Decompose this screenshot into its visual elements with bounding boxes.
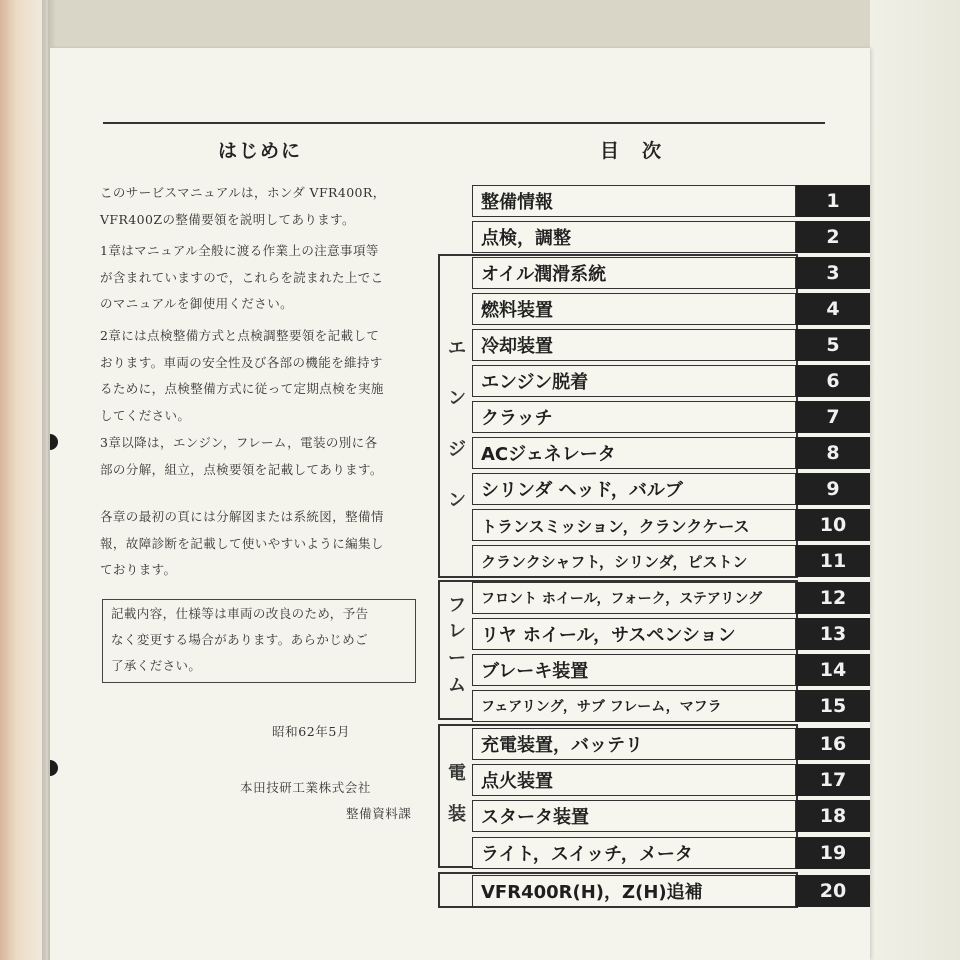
toc-chapter-number-tab[interactable]: 19 xyxy=(796,837,870,869)
toc-chapter-number-tab[interactable]: 11 xyxy=(796,545,870,577)
toc-entry-title[interactable]: ライト，スイッチ，メータ xyxy=(472,837,796,869)
toc-group-label-frame xyxy=(442,590,472,702)
group-label-char: ジ xyxy=(448,439,466,460)
intro-heading: はじめに xyxy=(218,140,303,162)
toc-entry-title[interactable]: フロント ホイール，フォーク，ステアリング xyxy=(472,582,796,614)
toc-chapter-number-tab[interactable]: 18 xyxy=(796,800,870,832)
toc-chapter-number-tab[interactable]: 5 xyxy=(796,329,870,361)
toc-entry-title[interactable]: 点火装置 xyxy=(472,764,796,796)
toc-chapter-number-tab[interactable]: 12 xyxy=(796,582,870,614)
toc-chapter-number-tab[interactable]: 20 xyxy=(796,875,870,907)
group-label-char: レ xyxy=(448,621,466,643)
toc-chapter-number-tab[interactable]: 16 xyxy=(796,728,870,760)
toc-entry-title[interactable]: 燃料装置 xyxy=(472,293,796,325)
toc-chapter-number-tab[interactable]: 6 xyxy=(796,365,870,397)
toc-entry-title[interactable]: スタータ装置 xyxy=(472,800,796,832)
group-label-char: ン xyxy=(448,489,466,511)
toc-entry-title[interactable]: ACジェネレータ xyxy=(472,437,796,469)
toc-entry-title[interactable]: シリンダ ヘッド，バルブ xyxy=(472,473,796,505)
toc-chapter-number-tab[interactable]: 7 xyxy=(796,401,870,433)
toc-entry-title[interactable]: クラッチ xyxy=(472,401,796,433)
toc-chapter-number-tab[interactable]: 8 xyxy=(796,437,870,469)
toc-entry-title[interactable]: クランクシャフト，シリンダ，ピストン xyxy=(472,545,796,577)
header-rule xyxy=(103,122,825,124)
toc-chapter-number-tab[interactable]: 17 xyxy=(796,764,870,796)
group-label-char: ン xyxy=(448,388,466,410)
publisher-name: 本田技研工業株式会社 xyxy=(240,780,372,795)
intro-paragraph-3: 2章には点検整備方式と点検調整要領を記載して おります。車両の安全性及び各部の機能を維持す るために，点検整備方式に従って定期点検を実施 してください。 xyxy=(100,328,384,423)
group-label-char: 装 xyxy=(448,804,466,825)
toc-entry-title[interactable]: フェアリング，サブ フレーム，マフラ xyxy=(472,690,796,722)
toc-entry-title[interactable]: 充電装置，バッテリ xyxy=(472,728,796,760)
toc-chapter-number-tab[interactable]: 2 xyxy=(796,221,870,253)
group-label-char: ム xyxy=(448,674,466,696)
toc-chapter-number-tab[interactable]: 10 xyxy=(796,509,870,541)
group-label-char: 電 xyxy=(448,763,466,785)
group-label-char: フ xyxy=(448,594,466,616)
toc-entry-title[interactable]: 点検，調整 xyxy=(472,221,796,253)
toc-entry-title[interactable]: トランスミッション，クランクケース xyxy=(472,509,796,541)
group-label-char: ー xyxy=(448,648,466,669)
intro-paragraph-4: 3章以降は，エンジン，フレーム，電装の別に各 部の分解，組立，点検要領を記載してあります。 xyxy=(100,435,383,477)
publisher-department: 整備資料課 xyxy=(346,806,412,821)
toc-entry-title[interactable]: リヤ ホイール，サスペンション xyxy=(472,618,796,650)
toc-chapter-number-tab[interactable]: 3 xyxy=(796,257,870,289)
publication-date: 昭和62年5月 xyxy=(272,724,351,739)
toc-entry-title[interactable]: ブレーキ装置 xyxy=(472,654,796,686)
binding-hole xyxy=(50,760,58,776)
intro-paragraph-5: 各章の最初の頁には分解図または系統図，整備情 報，故障診断を記載して使いやすいように編集し ております。 xyxy=(100,509,384,577)
adjacent-page-edge xyxy=(0,0,48,960)
toc-group-label-engine xyxy=(442,290,472,560)
toc-entry-title[interactable]: VFR400R(H)，Z(H)追補 xyxy=(472,875,796,907)
group-label-char: エ xyxy=(448,337,466,359)
intro-paragraph-2: 1章はマニュアル全般に渡る作業上の注意事項等 が含まれていますので，これらを読まれた上でこ のマニュアルを御使用ください。 xyxy=(100,243,384,311)
toc-entry-title[interactable]: 整備情報 xyxy=(472,185,796,217)
toc-chapter-number-tab[interactable]: 15 xyxy=(796,690,870,722)
notice-text: 記載内容，仕様等は車両の改良のため，予告 なく変更する場合があります。あらかじめご 了承ください。 xyxy=(111,606,369,673)
toc-entry-title[interactable]: エンジン脱着 xyxy=(472,365,796,397)
toc-chapter-number-tab[interactable]: 9 xyxy=(796,473,870,505)
toc-group-label-electrical xyxy=(442,745,472,845)
toc-chapter-number-tab[interactable]: 13 xyxy=(796,618,870,650)
toc-chapter-number-tab[interactable]: 14 xyxy=(796,654,870,686)
toc-entry-title[interactable]: 冷却装置 xyxy=(472,329,796,361)
notice-box xyxy=(102,599,416,683)
toc-entry-title[interactable]: オイル潤滑系統 xyxy=(472,257,796,289)
binding-hole xyxy=(50,434,58,450)
toc-chapter-number-tab[interactable]: 4 xyxy=(796,293,870,325)
background-surface xyxy=(870,0,960,960)
intro-paragraph-1: このサービスマニュアルは，ホンダ VFR400R， VFR400Zの整備要領を説明してあります。 xyxy=(100,185,386,227)
toc-heading: 目 次 xyxy=(600,140,664,162)
toc-chapter-number-tab[interactable]: 1 xyxy=(796,185,870,217)
